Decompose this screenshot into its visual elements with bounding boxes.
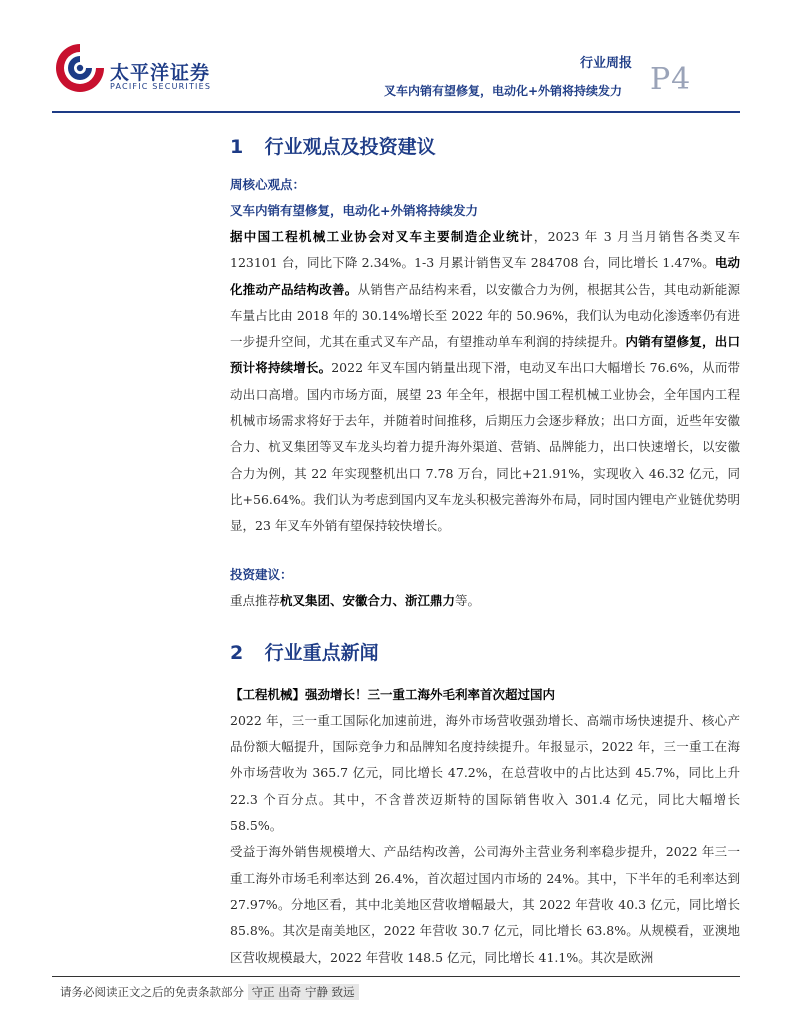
- report-type: 行业周报: [580, 56, 633, 71]
- section-heading: 行业观点及投资建议: [264, 136, 436, 158]
- para-bold-electrification: 电动化推动产品结构改善。: [230, 255, 740, 297]
- weekly-view-label: 周核心观点：: [230, 177, 306, 192]
- weekly-view-paragraph: [230, 224, 740, 540]
- section-number: 1: [230, 136, 244, 158]
- para-bold-lead: 据中国工程机械工业协会对叉车主要制造企业统计: [230, 229, 534, 244]
- company-motto: 守正 出奇 宁静 致远: [248, 984, 359, 1000]
- disclaimer-text: 请务必阅读正文之后的免责条款部分: [60, 985, 244, 999]
- page-number: P4: [650, 62, 692, 97]
- page-footer: [60, 984, 359, 1000]
- section-number: 2: [230, 641, 244, 664]
- main-content: [230, 130, 740, 971]
- investment-advice-label: 投资建议：: [230, 566, 293, 582]
- page-header: [0, 0, 791, 118]
- para-text: 从销售产品结构来看，以安徽合力为例，根据其公告，其电动新能源车量占比由 2018 年的 30.14%增长至 2022 年的 50.96%，我们认为电动化渗透率仍有进一步提升空间，尤其在重式叉车产品，有望推动单车利润的持续提升。: [230, 281, 740, 350]
- invest-suffix: 等。: [455, 592, 481, 608]
- para-text: 2022 年叉车国内销量出现下滑，电动叉车出口大幅增长 76.6%，从而带动出口高增。国内市场方面，展望 23 年全年，根据中国工程机械工业协会，全年国内工程机械市场需求将好于去年，并随着时间推移，后期压力会逐步释放；出口方面，近些年安徽合力、杭叉集团等叉车龙头均着力提升海外渠道、营销、品牌能力，出口快速增长，以安徽合力为例，其 22 年实现整机出口 7.78 万台，同比+21.91%，实现收入 46.32 亿元，同比+56.64%。我们认为考虑到国内叉车龙头积极完善海外布局，同时国内锂电产业链优势明显，23 年叉车外销有望保持较快增长。: [230, 360, 740, 534]
- investment-advice-text: [230, 588, 740, 614]
- para-bold-domestic-export: 内销有望修复，出口预计将持续增长。: [230, 334, 740, 376]
- section-2-title: [230, 636, 740, 670]
- brand-name-en: PACIFIC SECURITIES: [110, 82, 212, 91]
- weekly-view-headline: 叉车内销有望修复，电动化+外销将持续发力: [230, 203, 478, 218]
- para-text: ，2023 年 3 月当月销售各类叉车 123101 台，同比下降 2.34%。1-3 月累计销售叉车 284708 台，同比增长 1.47%。: [230, 229, 740, 271]
- invest-picks: 杭叉集团、安徽合力、浙江鼎力: [280, 592, 456, 608]
- section-1-title: [230, 130, 740, 164]
- section-heading: 行业重点新闻: [264, 641, 379, 664]
- news-headline: 【工程机械】强劲增长！三一重工海外毛利率首次超过国内: [230, 686, 556, 702]
- news-paragraph-2: 受益于海外销售规模增大、产品结构改善，公司海外主营业务利率稳步提升，2022 年三一重工海外市场毛利率达到 26.4%，首次超过国内市场的 24%。其中，下半年的毛利率达到 27.97%。分地区看，其中北美地区营收增幅最大，其 2022 年营收 40.3 亿元，同比增长 85.8%。其次是南美地区，2022 年营收 30.7 亿元，同比增长 63.8%。从规模看，亚澳地区营收规模最大，2022 年营收 148.5 亿元，同比增长 41.1%。其次是欧洲: [230, 844, 740, 965]
- brand-name-cn: 太平洋证券: [110, 62, 211, 84]
- news-paragraph-1: 2022 年，三一重工国际化加速前进，海外市场营收强劲增长、高端市场快速提升、核心产品份额大幅提升，国际竞争力和品牌知名度持续提升。年报显示，2022 年，三一重工在海外市场营收为 365.7 亿元，同比增长 47.2%，在总营收中的占比达到 45.7%，同比上升 22.3 个百分点。其中，不含普茨迈斯特的国际销售收入 301.4 亿元，同比大幅增长 58.5%。: [230, 712, 740, 834]
- footer-divider: [52, 976, 740, 977]
- pacific-securities-logo-icon: [52, 40, 108, 96]
- report-subtitle: 叉车内销有望修复，电动化+外销将持续发力: [384, 84, 623, 98]
- invest-prefix: 重点推荐: [230, 592, 281, 608]
- header-divider: [52, 111, 740, 113]
